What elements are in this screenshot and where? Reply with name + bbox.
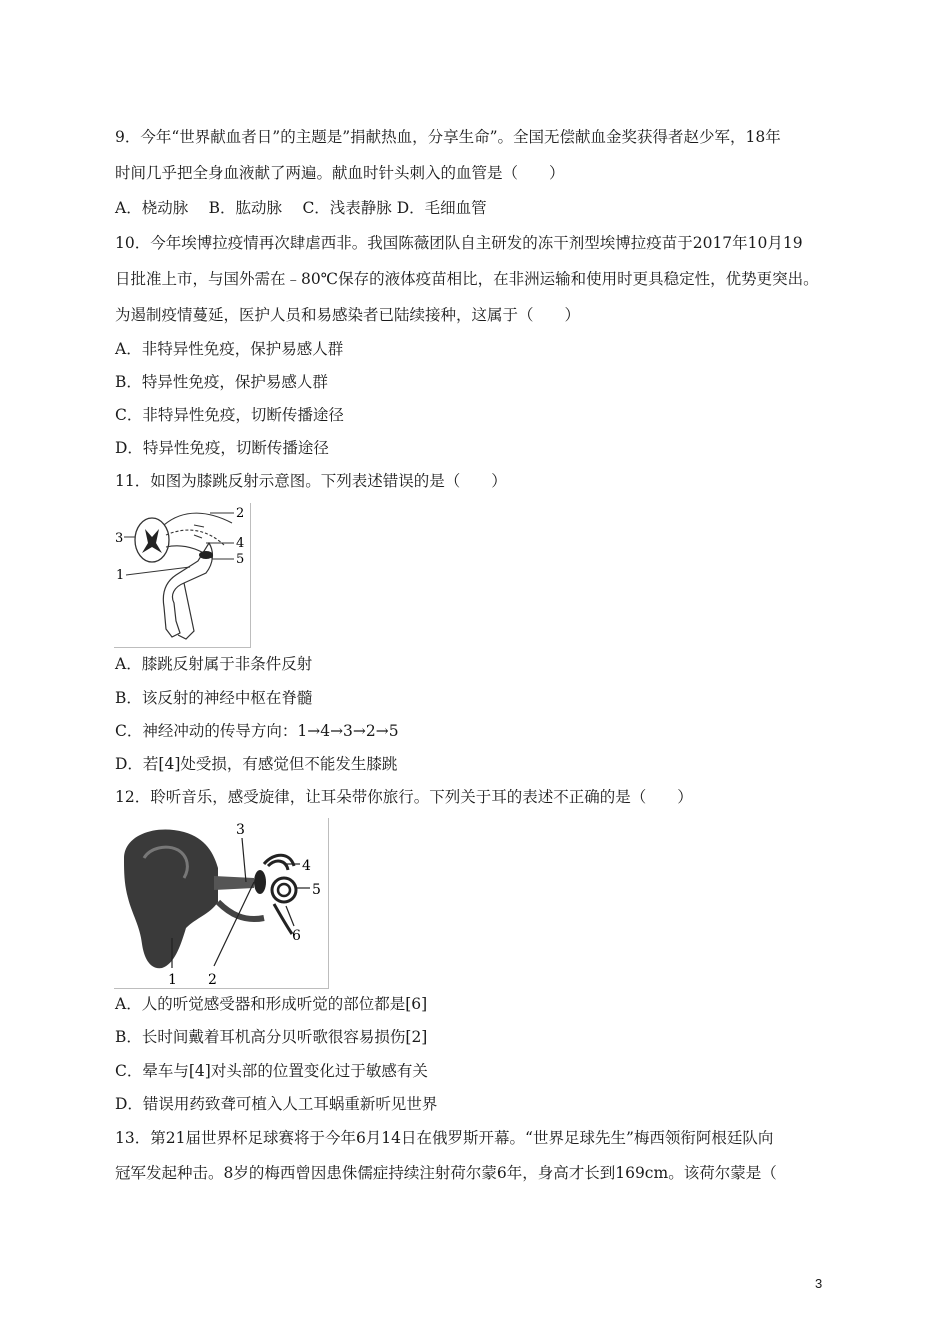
q12-option-a: A．人的听觉感受器和形成听觉的部位都是[6] bbox=[115, 995, 428, 1013]
q12-label-6: 6 bbox=[292, 928, 301, 944]
q12-option-c: C．晕车与[4]对头部的位置变化过于敏感有关 bbox=[115, 1062, 428, 1080]
q11-label-1: 1 bbox=[116, 568, 125, 583]
q12-label-5: 5 bbox=[312, 882, 321, 898]
q9-line-1: 9．今年“世界献血者日”的主题是”捐献热血，分享生命”。全国无偿献血金奖获得者赵少军，18年 bbox=[115, 128, 781, 146]
knee-reflex-figure bbox=[114, 503, 251, 648]
ear-structure-figure bbox=[114, 818, 329, 989]
q11-option-d: D．若[4]处受损，有感觉但不能发生膝跳 bbox=[115, 755, 398, 773]
q11-option-b: B．该反射的神经中枢在脊髓 bbox=[115, 689, 313, 707]
q10-option-b: B．特异性免疫，保护易感人群 bbox=[115, 373, 328, 391]
q11-label-2: 2 bbox=[236, 506, 245, 521]
q11-option-a: A．膝跳反射属于非条件反射 bbox=[115, 655, 313, 673]
q9-line-2: 时间几乎把全身血液献了两遍。献血时针头刺入的血管是（ ） bbox=[115, 164, 565, 182]
q13-line-2: 冠军发起种击。8岁的梅西曾因患侏儒症持续注射荷尔蒙6年，身高才长到169cm。该荷尔蒙是（ bbox=[115, 1164, 777, 1182]
q12-option-b: B．长时间戴着耳机高分贝听歌很容易损伤[2] bbox=[115, 1028, 428, 1046]
page-number: 3 bbox=[815, 1276, 823, 1291]
q11-option-c: C．神经冲动的传导方向：1→4→3→2→5 bbox=[115, 722, 399, 740]
q11-stem: 11．如图为膝跳反射示意图。下列表述错误的是（ ） bbox=[115, 472, 507, 490]
q11-label-5: 5 bbox=[236, 552, 245, 567]
q10-line-3: 为遏制疫情蔓延，医护人员和易感染者已陆续接种，这属于（ ） bbox=[115, 306, 581, 324]
q12-label-2: 2 bbox=[208, 972, 217, 988]
q10-line-1: 10．今年埃博拉疫情再次肆虐西非。我国陈薇团队自主研发的冻干剂型埃博拉疫苗于2017年10月19 bbox=[115, 234, 803, 252]
q10-line-2: 日批准上市，与国外需在﹣80℃保存的液体疫苗相比，在非洲运输和使用时更具稳定性，优势更突出。 bbox=[115, 270, 819, 288]
q12-option-d: D．错误用药致聋可植入人工耳蜗重新听见世界 bbox=[115, 1095, 438, 1113]
q12-stem: 12．聆听音乐，感受旋律，让耳朵带你旅行。下列关于耳的表述不正确的是（ ） bbox=[115, 788, 693, 806]
q10-option-d: D．特异性免疫，切断传播途径 bbox=[115, 439, 329, 457]
q13-line-1: 13．第21届世界杯足球赛将于今年6月14日在俄罗斯开幕。“世界足球先生”梅西领衔阿根廷队向 bbox=[115, 1129, 774, 1147]
q10-option-a: A．非特异性免疫，保护易感人群 bbox=[115, 340, 344, 358]
q11-label-3: 3 bbox=[115, 531, 124, 546]
q12-label-1: 1 bbox=[168, 972, 177, 988]
q12-label-4: 4 bbox=[302, 858, 311, 874]
q12-label-3: 3 bbox=[236, 822, 245, 838]
q9-options: A．桡动脉 B．肱动脉 C．浅表静脉 D．毛细血管 bbox=[115, 199, 487, 217]
q10-option-c: C．非特异性免疫，切断传播途径 bbox=[115, 406, 344, 424]
knee-reflex-diagram bbox=[114, 503, 250, 647]
ear-structure-diagram bbox=[114, 818, 328, 988]
q11-label-4: 4 bbox=[236, 536, 245, 551]
